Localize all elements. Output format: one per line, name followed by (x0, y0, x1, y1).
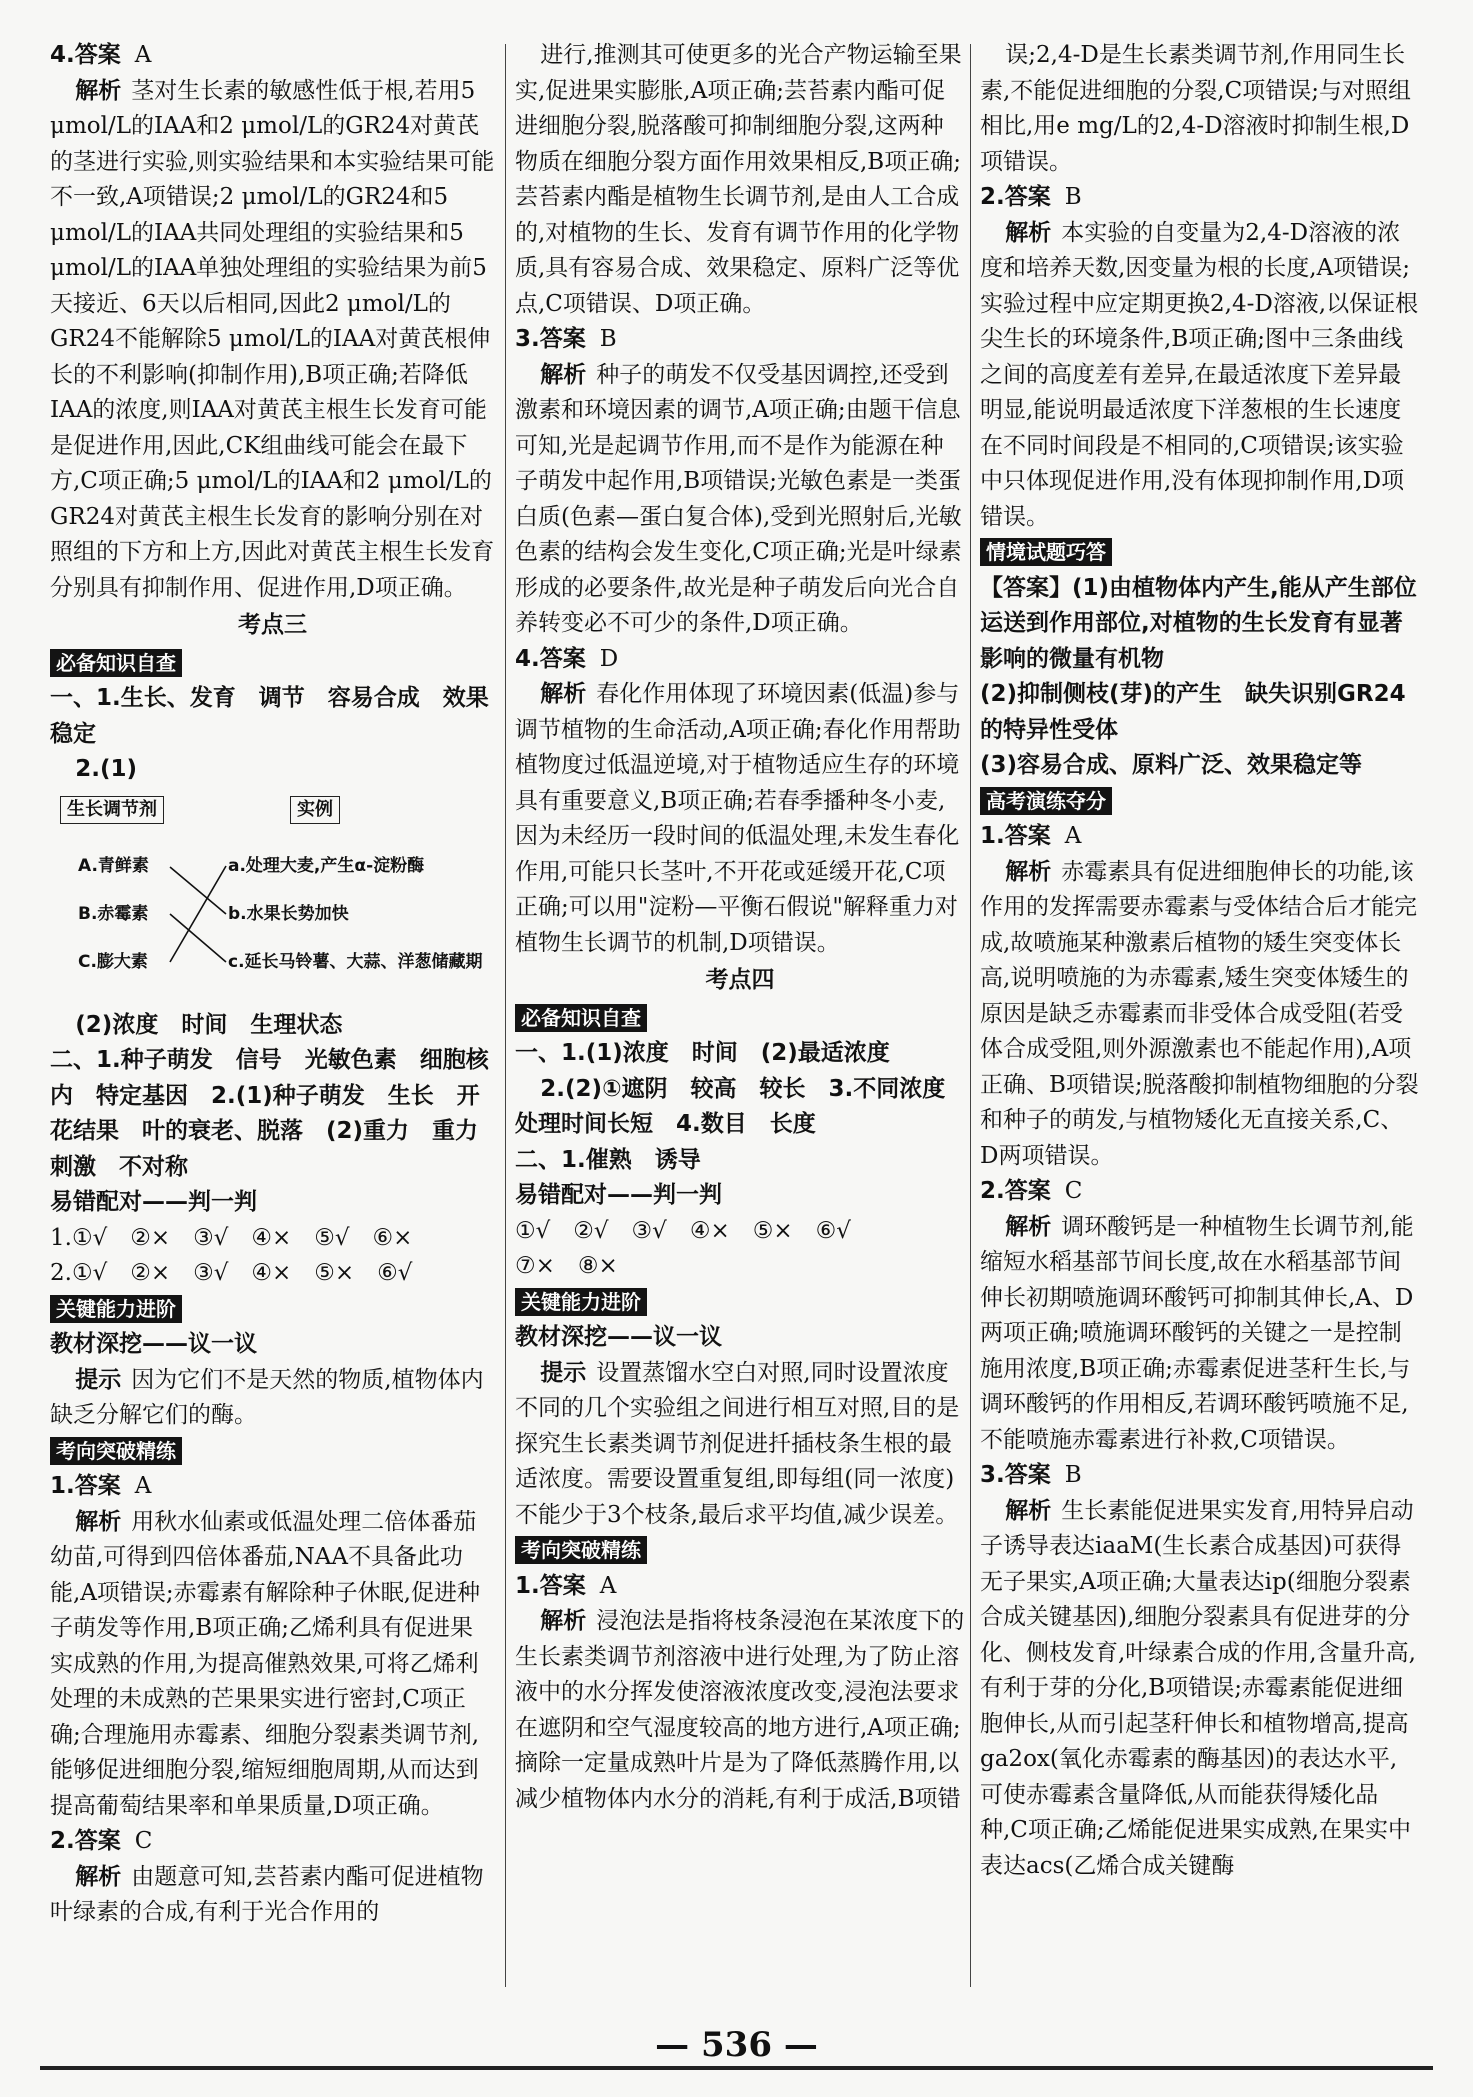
explanation: 解析 由题意可知,芸苔素内酯可促进植物叶绿素的合成,有利于光合作用的 (50, 1863, 484, 1925)
section-bar: 考向突破精练 (515, 1536, 647, 1564)
column-right (980, 38, 1420, 1884)
section-bar: 关键能力进阶 (515, 1288, 647, 1316)
explanation: 解析 赤霉素具有促进细胞伸长的功能,该作用的发挥需要赤霉素与受体结合后才能完成,故喷施某种激素后植物的矮生突变体长高,说明喷施的为赤霉素,矮生突变体矮生的原因是缺乏赤霉素而非受体合成受阻(若受体合成受阻,则外源激素也不能起作用),A项正确、B项错误;脱落酸抑制植物细胞的分裂和种子的萌发,与植物矮化无直接关系,C、D两项错误。 (980, 858, 1419, 1169)
tip: 提示 设置蒸馏水空白对照,同时设置浓度不同的几个实验组之间进行相互对照,目的是探究生长素类调节剂促进扦插枝条生根的最适浓度。需要设置重复组,即每组(同一浓度)不能少于3个枝条,最后求平均值,减少误差。 (515, 1359, 960, 1528)
knowledge-line: 二、1.催熟 诱导 (515, 1146, 701, 1173)
column-middle (515, 38, 969, 1817)
explanation: 解析 本实验的自变量为2,4-D溶液的浓度和培养天数,因变量为根的长度,A项错误;实验过程中应定期更换2,4-D溶液,以保证根尖生长的环境条件,B项正确;图中三条曲线之间的高度差有差异,在最适浓度下差异最明显,能说明最适浓度下洋葱根的生长速度在不同时间段是不相同的,C项错误;该实验中只体现促进作用,没有体现抑制作用,D项错误。 (980, 219, 1419, 530)
explanation-continued: 进行,推测其可使更多的光合产物运输至果实,促进果实膨胀,A项正确;芸苔素内酯可促进细胞分裂,脱落酸可抑制细胞分裂,这两种物质在细胞分裂方面作用效果相反,B项正确;芸苔素内酯是植物生长调节剂,是由人工合成的,对植物的生长、发育有调节作用的化学物质,具有容易合成、效果稳定、原料广泛等优点,C项错误、D项正确。 (515, 42, 962, 317)
knowledge-line: 一、1.(1)浓度 时间 (2)最适浓度 (515, 1040, 890, 1066)
diagram-right-item: a.处理大麦,产生α-淀粉酶 (228, 855, 425, 876)
diagram-left-item: B.赤霉素 (78, 903, 149, 924)
match-line-b-c (170, 914, 226, 962)
context-answer: (2)抑制侧枝(芽)的产生 缺失识别GR24的特异性受体 (980, 681, 1406, 743)
page-number: — 536 — (655, 2025, 818, 2065)
section-title: 考点三 (238, 612, 307, 638)
knowledge-line: 一、1.生长、发育 调节 容易合成 效果稳定 (50, 685, 489, 747)
explanation: 解析 用秋水仙素或低温处理二倍体番茄幼苗,可得到四倍体番茄,NAA不具备此功能,A项错误;赤霉素有解除种子休眠,促进种子萌发等作用,B项正确;乙烯利具有促进果实成熟的作用,为提高催熟效果,可将乙烯利处理的未成熟的芒果果实进行密封,C项正确;合理施用赤霉素、细胞分裂素类调节剂,能够促进细胞分裂,缩短细胞周期,从而达到提高葡萄结果率和单果质量,D项正确。 (50, 1508, 480, 1819)
context-answer: (3)容易合成、原料广泛、效果稳定等 (980, 752, 1363, 778)
explanation: 解析 生长素能促进果实发育,用特异启动子诱导表达iaaM(生长素合成基因)可获得无子果实,A项正确;大量表达ip(细胞分裂素合成关键基因),细胞分裂素具有促进芽的分化、侧枝发育,叶绿素合成的作用,含量升高,有利于芽的分化,B项错误;赤霉素能促进细胞伸长,从而引起茎秆伸长和植物增高,提高ga2ox(氧化赤霉素的酶基因)的表达水平,可使赤霉素含量降低,从而能获得矮化品种,C项正确;乙烯能促进果实成熟,在果实中表达acs(乙烯合成关键酶 (980, 1497, 1416, 1879)
section-bar: 关键能力进阶 (50, 1295, 182, 1323)
diagram-left-item: A.青鲜素 (78, 855, 149, 876)
answer-heading: 2.答案 C (980, 1178, 1083, 1204)
column-divider (505, 44, 506, 1987)
matching-diagram (50, 792, 495, 1006)
diagram-right-item: b.水果长势加快 (228, 903, 349, 924)
explanation-continued: 误;2,4-D是生长素类调节剂,作用同生长素,不能促进细胞的分裂,C项错误;与对照组相比,用e mg/L的2,4-D溶液时抑制生根,D项错误。 (980, 42, 1411, 175)
pair-row: ⑦× ⑧× (515, 1253, 618, 1279)
explanation: 解析 春化作用体现了环境因素(低温)参与调节植物的生命活动,A项正确;春化作用帮助植物度过低温逆境,对于植物适应生存的环境具有重要意义,B项正确;若春季播种冬小麦,因为未经历一段时间的低温处理,未发生春化作用,可能只长茎叶,不开花或延缓开花,C项正确;可以用"淀粉—平衡石假说"解释重力对植物生长调节的机制,D项错误。 (515, 681, 961, 956)
diagram-box-left: 生长调节剂 (60, 796, 164, 824)
pair-row: 2.①√ ②× ③√ ④× ⑤× ⑥√ (50, 1260, 413, 1286)
explanation: 解析 茎对生长素的敏感性低于根,若用5 μmol/L的IAA和2 μmol/L的GR24对黄芪的茎进行实验,则实验结果和本实验结果可能不一致,A项错误;2 μmol/L的GR24和5 μmol/L的IAA共同处理组的实验结果和5 μmol/L的IAA单独处理组的实验结果为前5天接近、6天以后相同,因此2 μmol/L的GR24不能解除5 μmol/L的IAA对黄芪根伸长的不利影响(抑制作用),B项正确;若降低IAA的浓度,则IAA对黄芪主根生长发育可能是促进作用,因此,CK组曲线可能会在最下方,C项正确;5 μmol/L的IAA和2 μmol/L的GR24对黄芪主根生长发育的影响分别在对照组的下方和上方,因此对黄芪主根生长发育分别具有抑制作用、促进作用,D项正确。 (50, 77, 495, 601)
answer-heading: 4.答案 D (515, 645, 619, 672)
section-bar: 必备知识自查 (50, 649, 182, 677)
knowledge-line: 二、1.种子萌发 信号 光敏色素 细胞核内 特定基因 2.(1)种子萌发 生长 开花结果 叶的衰老、脱落 (2)重力 重力刺激 不对称 (50, 1047, 489, 1180)
knowledge-line: 2.(1) (75, 756, 138, 782)
answer-heading: 1.答案 A (515, 1572, 617, 1599)
footer-rule (40, 2066, 1433, 2070)
section-bar: 必备知识自查 (515, 1004, 647, 1032)
subsection-title: 教材深挖——议一议 (515, 1324, 722, 1350)
answer-heading: 2.答案 C (50, 1828, 153, 1854)
explanation: 解析 浸泡法是指将枝条浸泡在某浓度下的生长素类调节剂溶液中进行处理,为了防止溶液中的水分挥发使溶液浓度改变,浸泡法要求在遮阴和空气湿度较高的地方进行,A项正确;摘除一定量成熟叶片是为了降低蒸腾作用,以减少植物体内水分的消耗,有利于成活,B项错 (515, 1608, 965, 1812)
pair-row: ①√ ②√ ③√ ④× ⑤× ⑥√ (515, 1217, 851, 1244)
answer-heading: 4.答案 A (50, 42, 152, 68)
column-divider (970, 44, 971, 1987)
section-bar: 高考演练夺分 (980, 787, 1112, 815)
answer-heading: 1.答案 A (980, 823, 1082, 849)
answer-heading: 2.答案 B (980, 184, 1082, 210)
pair-row: 1.①√ ②× ③√ ④× ⑤√ ⑥× (50, 1224, 413, 1251)
section-bar: 情境试题巧答 (980, 538, 1112, 566)
pair-title: 易错配对——判一判 (515, 1182, 722, 1208)
diagram-right-item: c.延长马铃薯、大蒜、洋葱储藏期 (228, 951, 483, 972)
section-bar: 考向突破精练 (50, 1437, 182, 1465)
diagram-box-right: 实例 (290, 796, 340, 824)
knowledge-line: 2.(2)①遮阴 较高 较长 3.不同浓度 处理时间长短 4.数目 长度 (515, 1075, 969, 1137)
matching-lines (50, 792, 490, 1006)
explanation: 解析 种子的萌发不仅受基因调控,还受到激素和环境因素的调节,A项正确;由题干信息可知,光是起调节作用,而不是作为能源在种子萌发中起作用,B项错误;光敏色素是一类蛋白质(色素—蛋白复合体),受到光照射后,光敏色素的结构会发生变化,C项正确;光是叶绿素形成的必要条件,故光是种子萌发后向光合自养转变必不可少的条件,D项正确。 (515, 361, 962, 636)
subsection-title: 教材深挖——议一议 (50, 1331, 257, 1357)
answer-heading: 3.答案 B (515, 326, 617, 352)
pair-title: 易错配对——判一判 (50, 1189, 257, 1215)
knowledge-line: (2)浓度 时间 生理状态 (75, 1011, 343, 1038)
answer-heading: 3.答案 B (980, 1462, 1082, 1488)
answer-heading: 1.答案 A (50, 1473, 152, 1499)
diagram-left-item: C.膨大素 (78, 951, 148, 972)
explanation: 解析 调环酸钙是一种植物生长调节剂,能缩短水稻基部节间长度,故在水稻基部节间伸长初期喷施调环酸钙可抑制其伸长,A、D两项正确;喷施调环酸钙的关键之一是控制施用浓度,B项正确;赤霉素促进茎秆生长,与调环酸钙的作用相反,若调环酸钙喷施不足,不能喷施赤霉素进行补救,C项错误。 (980, 1213, 1414, 1453)
match-line-c-a (170, 866, 226, 962)
section-title: 考点四 (705, 967, 775, 993)
match-line-a-b (170, 867, 226, 914)
tip: 提示 因为它们不是天然的物质,植物体内缺乏分解它们的酶。 (50, 1366, 484, 1428)
context-answer: 【答案】(1)由植物体内产生,能从产生部位运送到作用部位,对植物的生长发育有显著影响的微量有机物 (980, 574, 1417, 672)
column-left (50, 38, 495, 1931)
